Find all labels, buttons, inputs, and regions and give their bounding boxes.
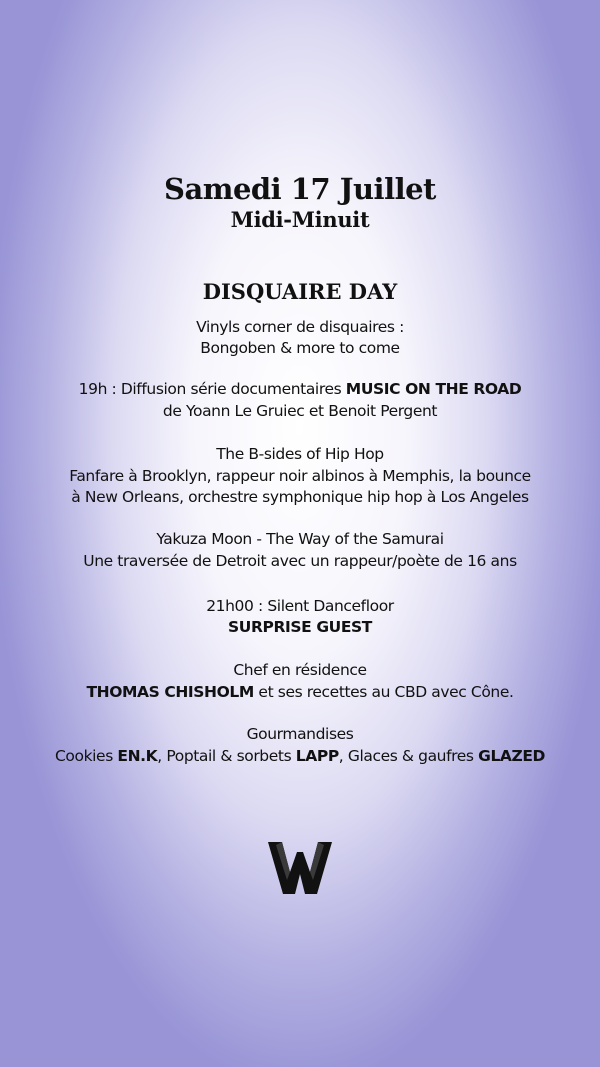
treats-line [0, 746, 600, 766]
yakuza-description: Une traversée de Detroit avec un rappeur/poète de 16 ans [83, 552, 517, 570]
documentary-line [0, 379, 600, 399]
treats-title: Gourmandises [246, 725, 354, 743]
treats-mid-2: , Glaces & gaufres [338, 747, 479, 765]
chef-suffix: et ses recettes au CBD avec Cône. [253, 683, 514, 701]
event-hours: Midi-Minuit [230, 207, 370, 232]
bsides-line-1: Fanfare à Brooklyn, rappeur noir albinos à Memphis, la bounce [69, 467, 531, 485]
chef-title: Chef en résidence [233, 661, 367, 679]
vinyls-line-2: Bongoben & more to come [200, 339, 400, 357]
chef-line [0, 682, 600, 702]
chef-name: THOMAS CHISHOLM [86, 683, 254, 701]
treats-cookies-prefix: Cookies [54, 747, 118, 765]
treats-brand-glazed: GLAZED [478, 747, 546, 765]
event-date: Samedi 17 Juillet [164, 172, 436, 206]
documentary-prefix: 19h : Diffusion série documentaires [78, 380, 346, 398]
bsides-line-2: à New Orleans, orchestre symphonique hip hop à Los Angeles [71, 488, 529, 506]
treats-brand-enk: EN.K [117, 747, 158, 765]
documentary-series: MUSIC ON THE ROAD [345, 380, 522, 398]
vinyls-line-1: Vinyls corner de disquaires : [196, 318, 404, 336]
yakuza-title: Yakuza Moon - The Way of the Samurai [156, 530, 444, 548]
section-title: DISQUAIRE DAY [202, 279, 398, 304]
dancefloor-time: 21h00 : Silent Dancefloor [206, 597, 394, 615]
documentary-credits: de Yoann Le Gruiec et Benoit Pergent [162, 402, 438, 420]
surprise-guest: SURPRISE GUEST [228, 618, 372, 636]
treats-brand-lapp: LAPP [295, 747, 339, 765]
bsides-title: The B-sides of Hip Hop [216, 445, 384, 463]
treats-mid-1: , Poptail & sorbets [157, 747, 296, 765]
w-logo-icon [268, 842, 332, 894]
